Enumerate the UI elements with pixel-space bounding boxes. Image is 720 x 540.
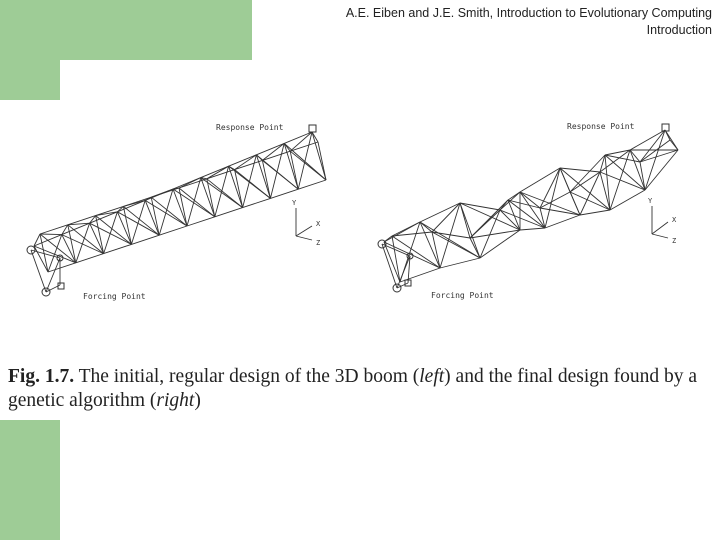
right-boom-drawing: [382, 130, 678, 288]
caption-text-3: ): [194, 390, 201, 411]
caption-text-1: The initial, regular design of the 3D boom (: [74, 366, 420, 387]
header-line-2: Introduction: [646, 23, 712, 37]
right-forcing-label: Forcing Point: [431, 291, 494, 300]
caption-fig-label: Fig. 1.7.: [8, 366, 75, 387]
header-line-1: A.E. Eiben and J.E. Smith, Introduction to Evolutionary Computing: [345, 6, 712, 20]
right-axis-y: Y: [648, 197, 653, 205]
caption-text-2: ) and the final design found by a genetic algorithm (: [8, 366, 698, 411]
left-axis-z: Z: [316, 239, 321, 247]
right-axis-x: X: [672, 216, 677, 224]
right-axis-triad: [652, 206, 668, 238]
right-response-label: Response Point: [567, 122, 635, 131]
right-axis-z: Z: [672, 237, 677, 245]
left-boom-drawing: [31, 132, 326, 292]
caption-right: right: [156, 390, 195, 411]
figure-caption: [8, 365, 713, 413]
left-response-marker: [309, 125, 316, 132]
left-axis-triad: [296, 208, 312, 240]
slide-header: [272, 5, 712, 39]
left-response-label: Response Point: [216, 123, 284, 132]
left-forcing-label: Forcing Point: [83, 292, 146, 301]
left-axis-x: X: [316, 220, 321, 228]
left-axis-y: Y: [292, 199, 297, 207]
caption-left: left: [419, 366, 445, 387]
